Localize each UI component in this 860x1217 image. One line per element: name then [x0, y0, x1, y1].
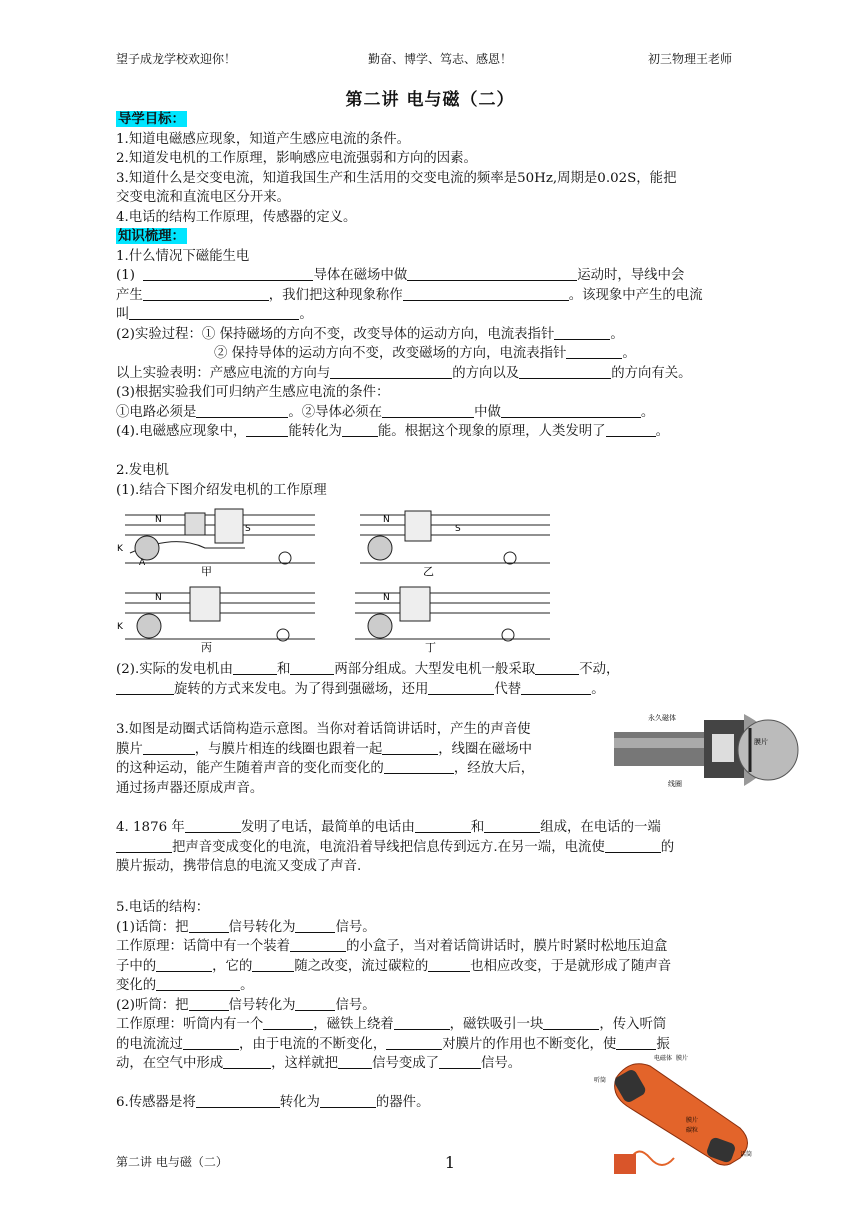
blank[interactable] — [338, 1054, 372, 1069]
text: 信号转化为 — [228, 919, 296, 935]
text: 。 — [299, 307, 313, 322]
goal-item: 交变电流和直流电区分开来。 — [116, 190, 291, 205]
text: 。 — [240, 978, 254, 993]
text: 导体在磁场中做 — [313, 268, 408, 283]
text: 振 — [656, 1036, 670, 1052]
s4-telephone-history — [116, 818, 736, 877]
page-title: 第二讲 电与磁（二） — [345, 90, 515, 110]
s1-line — [116, 286, 736, 306]
text: 。该现象中产生的电流 — [568, 287, 703, 303]
s1-line — [116, 305, 736, 325]
text: ，线圈在磁场中 — [438, 741, 532, 757]
label-n: N — [155, 515, 162, 525]
text: 对膜片的作用也不断变化，使 — [442, 1036, 617, 1052]
blank[interactable] — [394, 1015, 450, 1030]
text: 。 — [640, 404, 655, 420]
blank[interactable] — [386, 1035, 442, 1050]
text: (2).实际的发电机由 — [116, 662, 233, 677]
text: (1)话筒：把 — [116, 919, 189, 935]
blank[interactable] — [384, 759, 454, 774]
text: 动，在空气中形成 — [116, 1056, 224, 1071]
text: (4).电磁感应现象中， — [116, 424, 247, 439]
fig-label-ding: 丁 — [425, 641, 436, 653]
label-k: K — [117, 544, 123, 554]
blank[interactable] — [246, 422, 288, 437]
text: 也相应改变，于是就形成了随声音 — [470, 958, 672, 974]
s1-line — [116, 344, 736, 364]
s2-sub: (1).结合下图介绍发电机的工作原理 — [116, 482, 327, 498]
blank[interactable] — [129, 305, 299, 320]
label-k: K — [117, 622, 123, 632]
blank[interactable] — [143, 740, 195, 755]
blank[interactable] — [196, 1093, 280, 1108]
generator-diagram — [125, 509, 315, 564]
blank[interactable] — [428, 957, 470, 972]
blank[interactable] — [428, 680, 494, 695]
text: 。 — [655, 424, 669, 439]
blank[interactable] — [519, 364, 611, 379]
text: ，经放大后， — [453, 761, 535, 776]
mic-label-diaphragm: 膜片 — [754, 738, 768, 746]
text: 和 — [276, 662, 291, 677]
text: 的器件。 — [375, 1095, 430, 1110]
header-teacher: 初三物理王老师 — [648, 52, 733, 66]
phone-label-electromagnet: 电磁体 — [654, 1055, 673, 1062]
mic-label-magnet: 永久磁体 — [648, 714, 676, 722]
blank[interactable] — [183, 1035, 239, 1050]
fig-label-bing: 丙 — [201, 641, 212, 653]
text: ，与膜片相连的线圈也跟着一起 — [194, 741, 383, 757]
text: 通过扬声器还原成声音。 — [116, 780, 264, 796]
text: (2)实验过程：① 保持磁场的方向不变，改变导体的运动方向，电流表指针 — [116, 326, 555, 342]
blank[interactable] — [156, 976, 240, 991]
text: 的 — [660, 839, 675, 855]
s2-title: 2.发电机 — [116, 463, 169, 478]
label-a: A — [139, 558, 146, 568]
text: ①电路必须是 — [116, 404, 197, 420]
text: (2)听筒：把 — [116, 997, 189, 1013]
text: 。 — [591, 681, 605, 697]
text: 能。根据这个现象的原理，人类发明了 — [377, 424, 606, 439]
text: 随之改变，流过碳粒的 — [294, 958, 429, 974]
label-s: S — [245, 524, 251, 534]
fig-label-jia: 甲 — [201, 565, 212, 578]
blank[interactable] — [403, 286, 569, 301]
blank[interactable] — [295, 996, 335, 1011]
text: 能转化为 — [288, 424, 342, 439]
generator-figure — [115, 503, 565, 653]
text: 代替 — [494, 681, 522, 697]
blank[interactable] — [330, 364, 452, 379]
blank[interactable] — [116, 680, 174, 695]
blank[interactable] — [501, 403, 641, 418]
text: ，由于电流的不断变化， — [238, 1036, 387, 1052]
header-school: 望子成龙学校欢迎你！ — [116, 52, 237, 66]
blank[interactable] — [233, 660, 277, 675]
goals-heading: 导学目标： — [118, 111, 185, 127]
blank[interactable] — [290, 937, 346, 952]
text: 旋转的方式来发电。为了得到强磁场，还用 — [174, 681, 429, 697]
generator-diagram — [125, 587, 315, 641]
text: ，这样就把 — [271, 1056, 339, 1071]
blank[interactable] — [263, 1015, 313, 1030]
blank[interactable] — [521, 680, 591, 695]
blank[interactable] — [116, 838, 172, 853]
blank[interactable] — [223, 1054, 271, 1069]
text: 组成，在电话的一端 — [540, 820, 661, 835]
text: 中做 — [474, 404, 501, 420]
phone-label-diaphragm-top: 膜片 — [676, 1055, 689, 1062]
blank[interactable] — [484, 818, 540, 833]
blank[interactable] — [252, 957, 294, 972]
blank[interactable] — [382, 403, 474, 418]
text: 子中的 — [116, 958, 157, 974]
blank[interactable] — [143, 286, 269, 301]
s1-line — [116, 403, 736, 423]
text: ，传入听筒 — [599, 1017, 667, 1032]
header-motto: 勤奋、博学、笃志、感恩！ — [368, 52, 513, 66]
text: 的小盒子，当对着话筒讲话时，膜片时紧时松地压迫盒 — [346, 939, 668, 954]
mic-label-coil: 线圈 — [668, 780, 682, 788]
text: 。②导体必须在 — [288, 404, 383, 420]
blank[interactable] — [342, 422, 378, 437]
text: 运动时，导线中会 — [577, 268, 685, 283]
s1-line: (3)根据实验我们可归纳产生感应电流的条件： — [116, 385, 390, 400]
s1-line — [116, 325, 736, 345]
text: 产生 — [116, 287, 143, 303]
text: ，我们把这种现象称作 — [268, 287, 403, 303]
blank[interactable] — [543, 1015, 599, 1030]
blank[interactable] — [605, 838, 661, 853]
blank[interactable] — [566, 344, 622, 359]
phone-label-carbon: 碳粒 — [686, 1127, 699, 1134]
goal-item: 3.知道什么是交变电流，知道我国生产和生活用的交变电流的频率是50Hz,周期是0.02S，能把 — [116, 170, 677, 186]
page-number: 1 — [444, 1153, 456, 1172]
text: ，磁铁吸引一块 — [449, 1017, 544, 1032]
blank[interactable] — [189, 996, 229, 1011]
blank[interactable] — [189, 918, 229, 933]
phone-label-diaphragm: 膜片 — [686, 1117, 699, 1124]
label-s: S — [455, 524, 461, 534]
text: 转化为 — [279, 1095, 320, 1110]
text: 的这种运动，能产生随着声音的变化而变化的 — [116, 761, 384, 776]
text: 和 — [470, 820, 485, 835]
goal-item: 2.知道发电机的工作原理，影响感应电流强弱和方向的因素。 — [116, 151, 477, 166]
text: 的方向有关。 — [611, 365, 692, 381]
text: 以上实验表明：产感应电流的方向与 — [116, 365, 331, 381]
label-n: N — [155, 593, 162, 603]
fig-label-yi: 乙 — [423, 565, 434, 578]
text: 变化的 — [116, 978, 157, 993]
blank[interactable] — [439, 1054, 481, 1069]
text: 5.电话的结构： — [116, 900, 210, 915]
blank[interactable] — [143, 266, 313, 281]
text: 膜片 — [116, 741, 143, 757]
text: 信号。 — [335, 919, 376, 935]
goal-item: 4.电话的结构工作原理，传感器的定义。 — [116, 209, 357, 225]
blank[interactable] — [554, 325, 610, 340]
text: 4. 1876 年 — [116, 820, 185, 835]
blank[interactable] — [290, 660, 334, 675]
text: 发明了电话，最简单的电话由 — [240, 820, 415, 835]
s1-line — [116, 422, 736, 442]
text: 信号转化为 — [228, 997, 296, 1013]
text: 信号变成了 — [372, 1056, 440, 1071]
blank[interactable] — [295, 918, 335, 933]
text: (1) — [116, 268, 135, 283]
text: 两部分组成。大型发电机一般采取 — [334, 662, 536, 677]
text: 工作原理：话筒中有一个装着 — [116, 939, 291, 954]
footer-title: 第二讲 电与磁（二） — [116, 1155, 228, 1169]
text: 信号。 — [335, 997, 376, 1013]
text: 工作原理：听筒内有一个 — [116, 1017, 264, 1032]
text: 的电流流过 — [116, 1036, 183, 1052]
label-n: N — [383, 515, 390, 525]
text: 的方向以及 — [452, 365, 520, 381]
blank[interactable] — [415, 818, 471, 833]
label-n: N — [383, 593, 390, 603]
s2-generator-text — [116, 660, 736, 699]
phone-label-receiver: 听筒 — [594, 1077, 607, 1084]
s1-line — [116, 364, 736, 384]
goals-section — [116, 110, 736, 500]
text: 信号。 — [481, 1056, 522, 1071]
blank[interactable] — [156, 957, 212, 972]
text: 把声音变成变化的电流，电流沿着导线把信息传到远方.在另一端，电流使 — [172, 839, 605, 855]
text: 。 — [610, 326, 624, 342]
text: 叫 — [116, 307, 130, 322]
goal-item: 1.知道电磁感应现象，知道产生感应电流的条件。 — [116, 131, 410, 147]
blank[interactable] — [535, 660, 579, 675]
s1-title: 1.什么情况下磁能生电 — [116, 248, 250, 264]
text: 膜片振动，携带信息的电流又变成了声音. — [116, 859, 362, 874]
text: 不动， — [579, 662, 620, 677]
knowledge-heading: 知识梳理： — [118, 228, 185, 244]
text: 3.如图是动圈式话筒构造示意图。当你对着话筒讲话时，产生的声音使 — [116, 722, 531, 737]
s1-line — [116, 266, 736, 286]
blank[interactable] — [407, 266, 577, 281]
text: 6.传感器是将 — [116, 1095, 196, 1110]
text: ② 保持导体的运动方向不变，改变磁场的方向，电流表指针 — [214, 346, 567, 361]
blank[interactable] — [606, 422, 656, 437]
text: ，磁铁上绕着 — [313, 1017, 394, 1032]
blank[interactable] — [196, 403, 288, 418]
blank[interactable] — [320, 1093, 376, 1108]
blank[interactable] — [185, 818, 241, 833]
blank[interactable] — [382, 740, 438, 755]
text: ，它的 — [212, 958, 253, 974]
phone-label-mic: 话筒 — [740, 1151, 753, 1158]
microphone-diagram — [608, 708, 804, 790]
text: 。 — [622, 346, 636, 361]
